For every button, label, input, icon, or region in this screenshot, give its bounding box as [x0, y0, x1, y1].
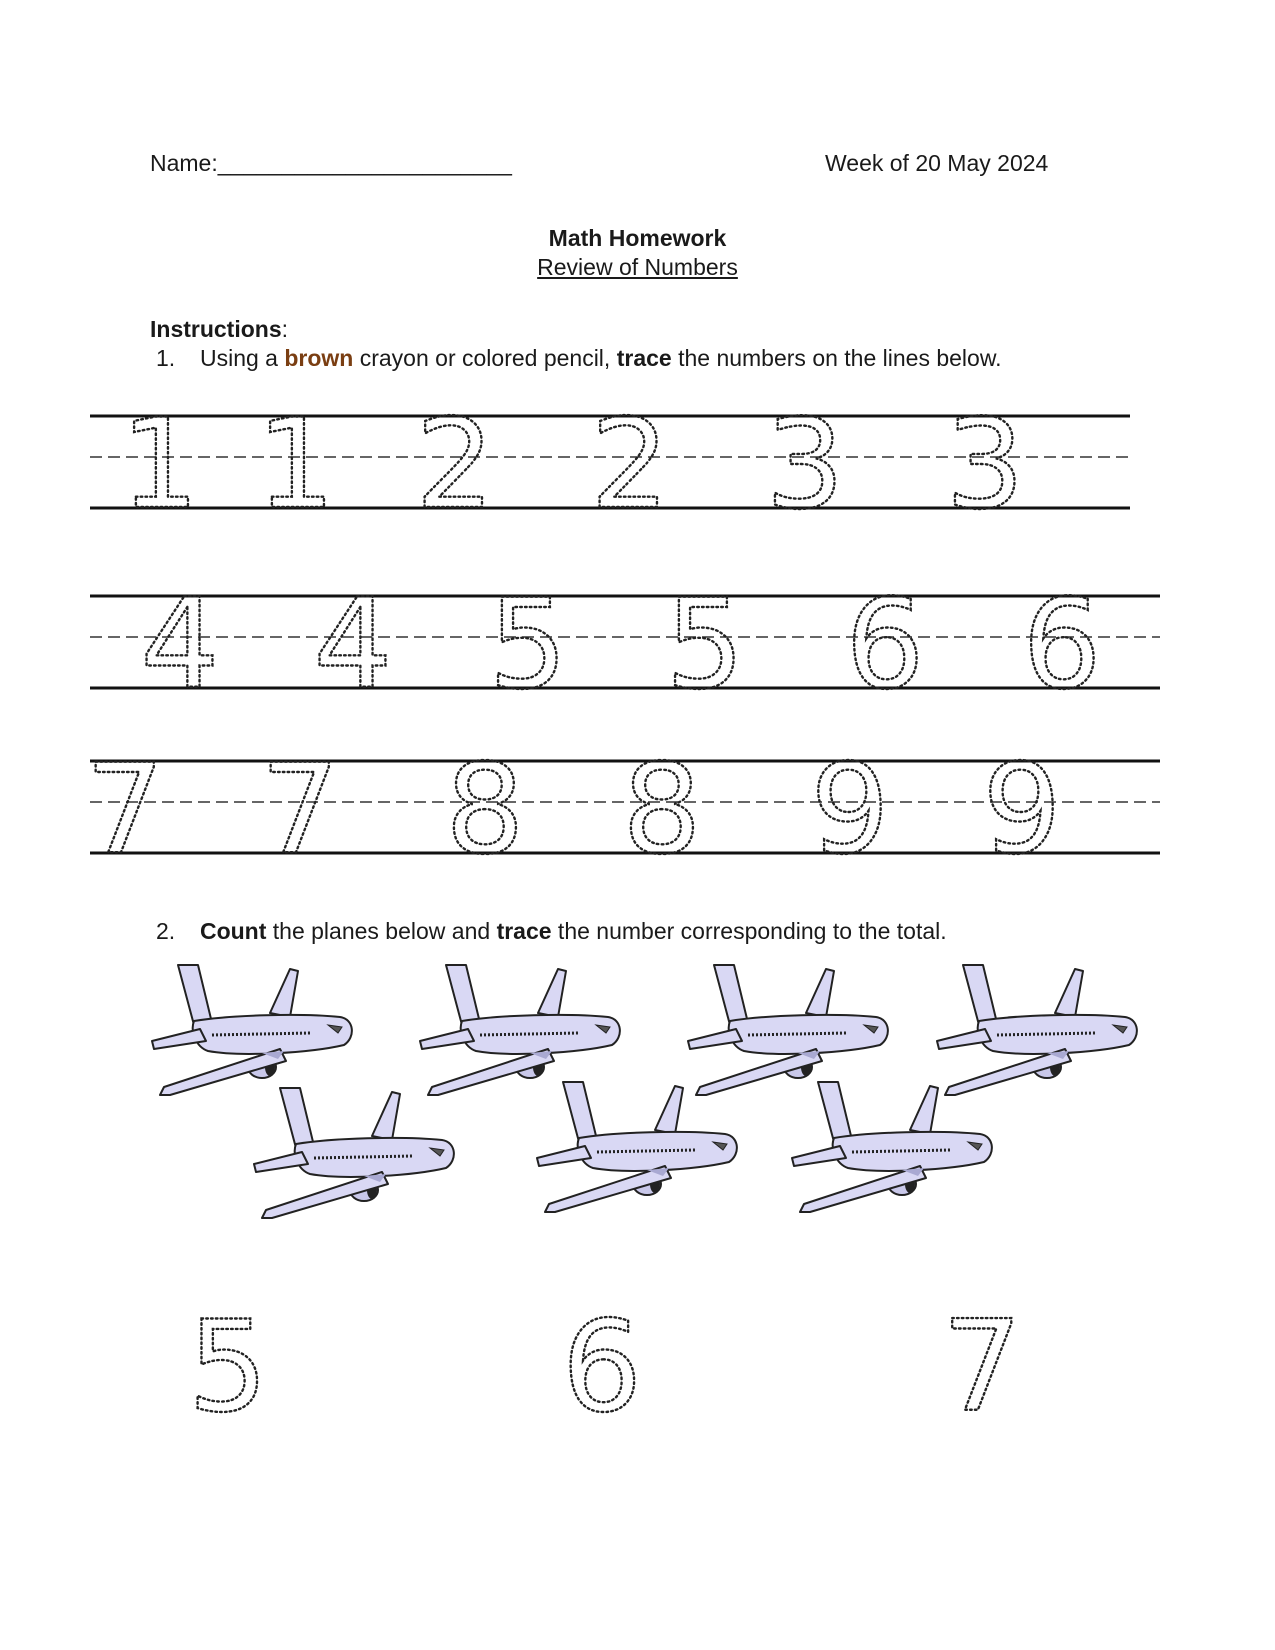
answer-choices: [0, 1293, 1275, 1440]
trace-digit[interactable]: 7: [85, 738, 165, 882]
answer-choice-5[interactable]: 5: [187, 1293, 269, 1440]
trace-digit[interactable]: 8: [622, 738, 702, 882]
instruction-2-text-a: the planes below and: [266, 918, 497, 944]
instruction-2-number: 2.: [156, 918, 176, 944]
instructions-colon: :: [281, 316, 289, 342]
trace-digit[interactable]: 7: [260, 738, 340, 882]
tracing-row-1: [0, 393, 1275, 537]
answer-choice-6[interactable]: 6: [561, 1293, 643, 1440]
instruction-2-count: Count: [199, 918, 267, 944]
trace-digit[interactable]: 5: [665, 573, 745, 717]
trace-digit[interactable]: 9: [982, 738, 1062, 882]
trace-digit[interactable]: 5: [488, 573, 568, 717]
week-label: Week of 20 May 2024: [825, 150, 1049, 176]
trace-digit[interactable]: 4: [313, 573, 393, 717]
page-title: Math Homework: [548, 225, 727, 251]
name-blank: _______________________: [217, 150, 512, 176]
tracing-row-2: [0, 573, 1275, 717]
answer-choice-7[interactable]: 7: [941, 1293, 1023, 1440]
airplane-icon: [535, 1082, 745, 1227]
trace-digit[interactable]: 1: [120, 393, 200, 537]
instruction-1-text-b: crayon or colored pencil,: [353, 345, 617, 371]
trace-digit[interactable]: 6: [1022, 573, 1102, 717]
instruction-1: [156, 347, 1002, 370]
name-label: Name:: [150, 150, 218, 176]
name-field: [150, 152, 512, 175]
instructions-heading: [150, 318, 288, 341]
trace-digit[interactable]: 2: [415, 393, 495, 537]
trace-digit[interactable]: 8: [445, 738, 525, 882]
page-subtitle: Review of Numbers: [537, 254, 738, 280]
trace-digit[interactable]: 6: [845, 573, 925, 717]
instruction-1-brown: brown: [284, 345, 354, 371]
trace-digit[interactable]: 1: [256, 393, 336, 537]
instruction-2: [156, 920, 947, 943]
instruction-2-trace: trace: [496, 918, 552, 944]
airplane-icon: [252, 1088, 462, 1233]
instruction-1-trace: trace: [616, 345, 672, 371]
instructions-label: Instructions: [150, 316, 282, 342]
instruction-1-number: 1.: [156, 345, 176, 371]
trace-digit[interactable]: 3: [765, 393, 845, 537]
trace-digit[interactable]: 9: [810, 738, 890, 882]
instruction-1-text-a: Using a: [199, 345, 285, 371]
trace-digit[interactable]: 2: [590, 393, 670, 537]
instruction-1-text-c: the numbers on the lines below.: [671, 345, 1002, 371]
trace-digit[interactable]: 3: [945, 393, 1025, 537]
instruction-2-text-b: the number corresponding to the total.: [551, 918, 947, 944]
trace-digit[interactable]: 4: [140, 573, 220, 717]
tracing-row-3: [0, 738, 1275, 882]
airplane-icon: [790, 1082, 1000, 1227]
